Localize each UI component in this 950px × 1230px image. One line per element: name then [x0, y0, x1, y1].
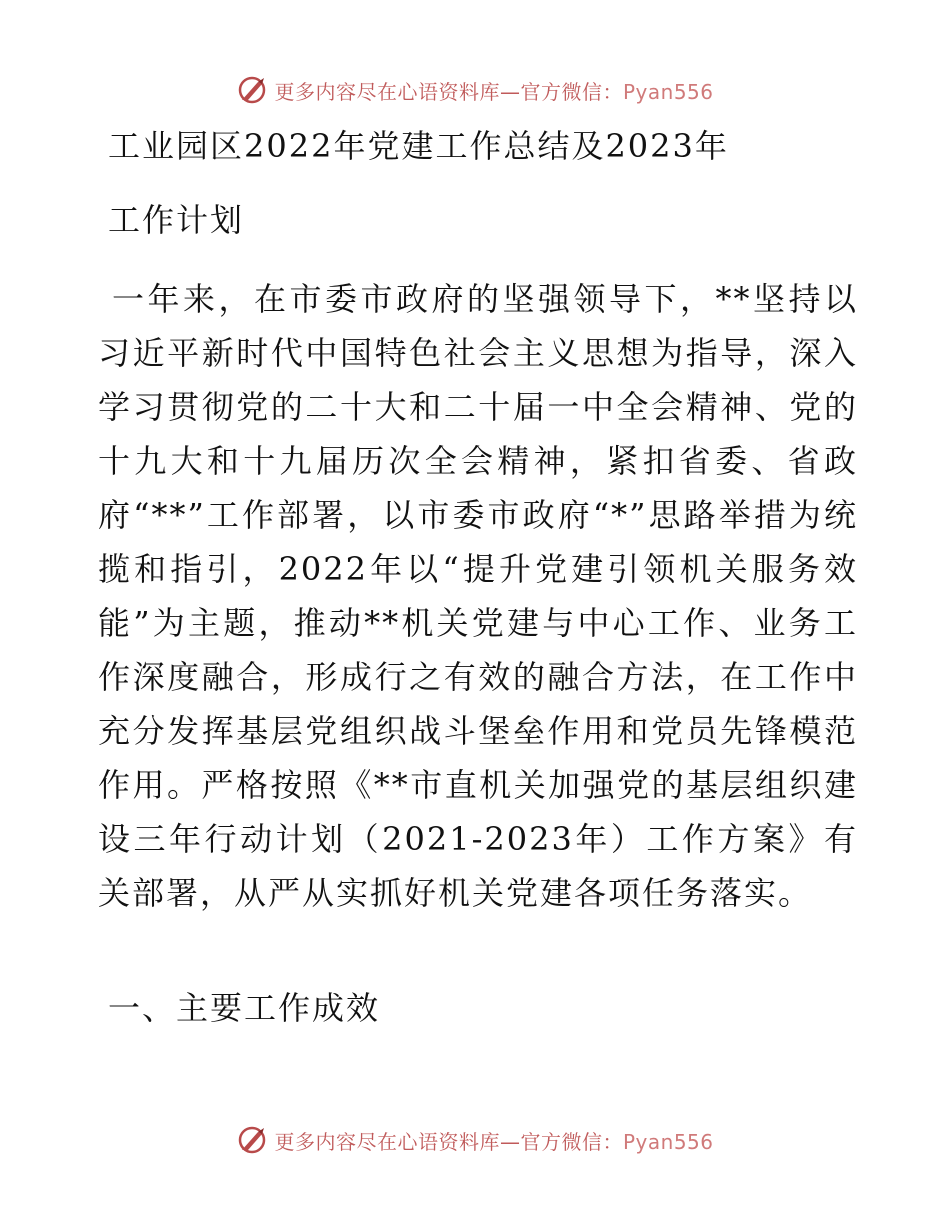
body-paragraph: 一年来，在市委市政府的坚强领导下，**坚持以习近平新时代中国特色社会主义思想为指导，深入学习贯彻党的二十大和二十届一中全会精神、党的十九大和十九届历次全会精神，紧扣省委、省政府“**”工作部署，以市委市政府“*”思路举措为统揽和指引，2022年以“提升党建引领机关服务效能”为主题，推动**机关党建与中心工作、业务工作深度融合，形成行之有效的融合方法，在工作中充分发挥基层党组织战斗堡垒作用和党员先锋模范作用。严格按照《**市直机关加强党的基层组织建设三年行动计划（2021-2023年）工作方案》有关部署，从严从实抓好机关党建各项任务落实。	[98, 280, 858, 912]
quill-pen-logo-icon	[236, 74, 268, 106]
document-title-line-2: 工作计划	[108, 201, 245, 239]
quill-pen-logo-icon	[236, 1124, 268, 1156]
watermark-text: 更多内容尽在心语资料库—官方微信：Pyan556	[274, 1129, 714, 1154]
document-title-line-1: 工业园区2022年党建工作总结及2023年	[108, 127, 729, 165]
watermark-text: 更多内容尽在心语资料库—官方微信：Pyan556	[274, 79, 714, 104]
header-watermark	[0, 70, 950, 110]
section-heading: 一、主要工作成效	[108, 989, 381, 1027]
footer-watermark	[0, 1120, 950, 1160]
